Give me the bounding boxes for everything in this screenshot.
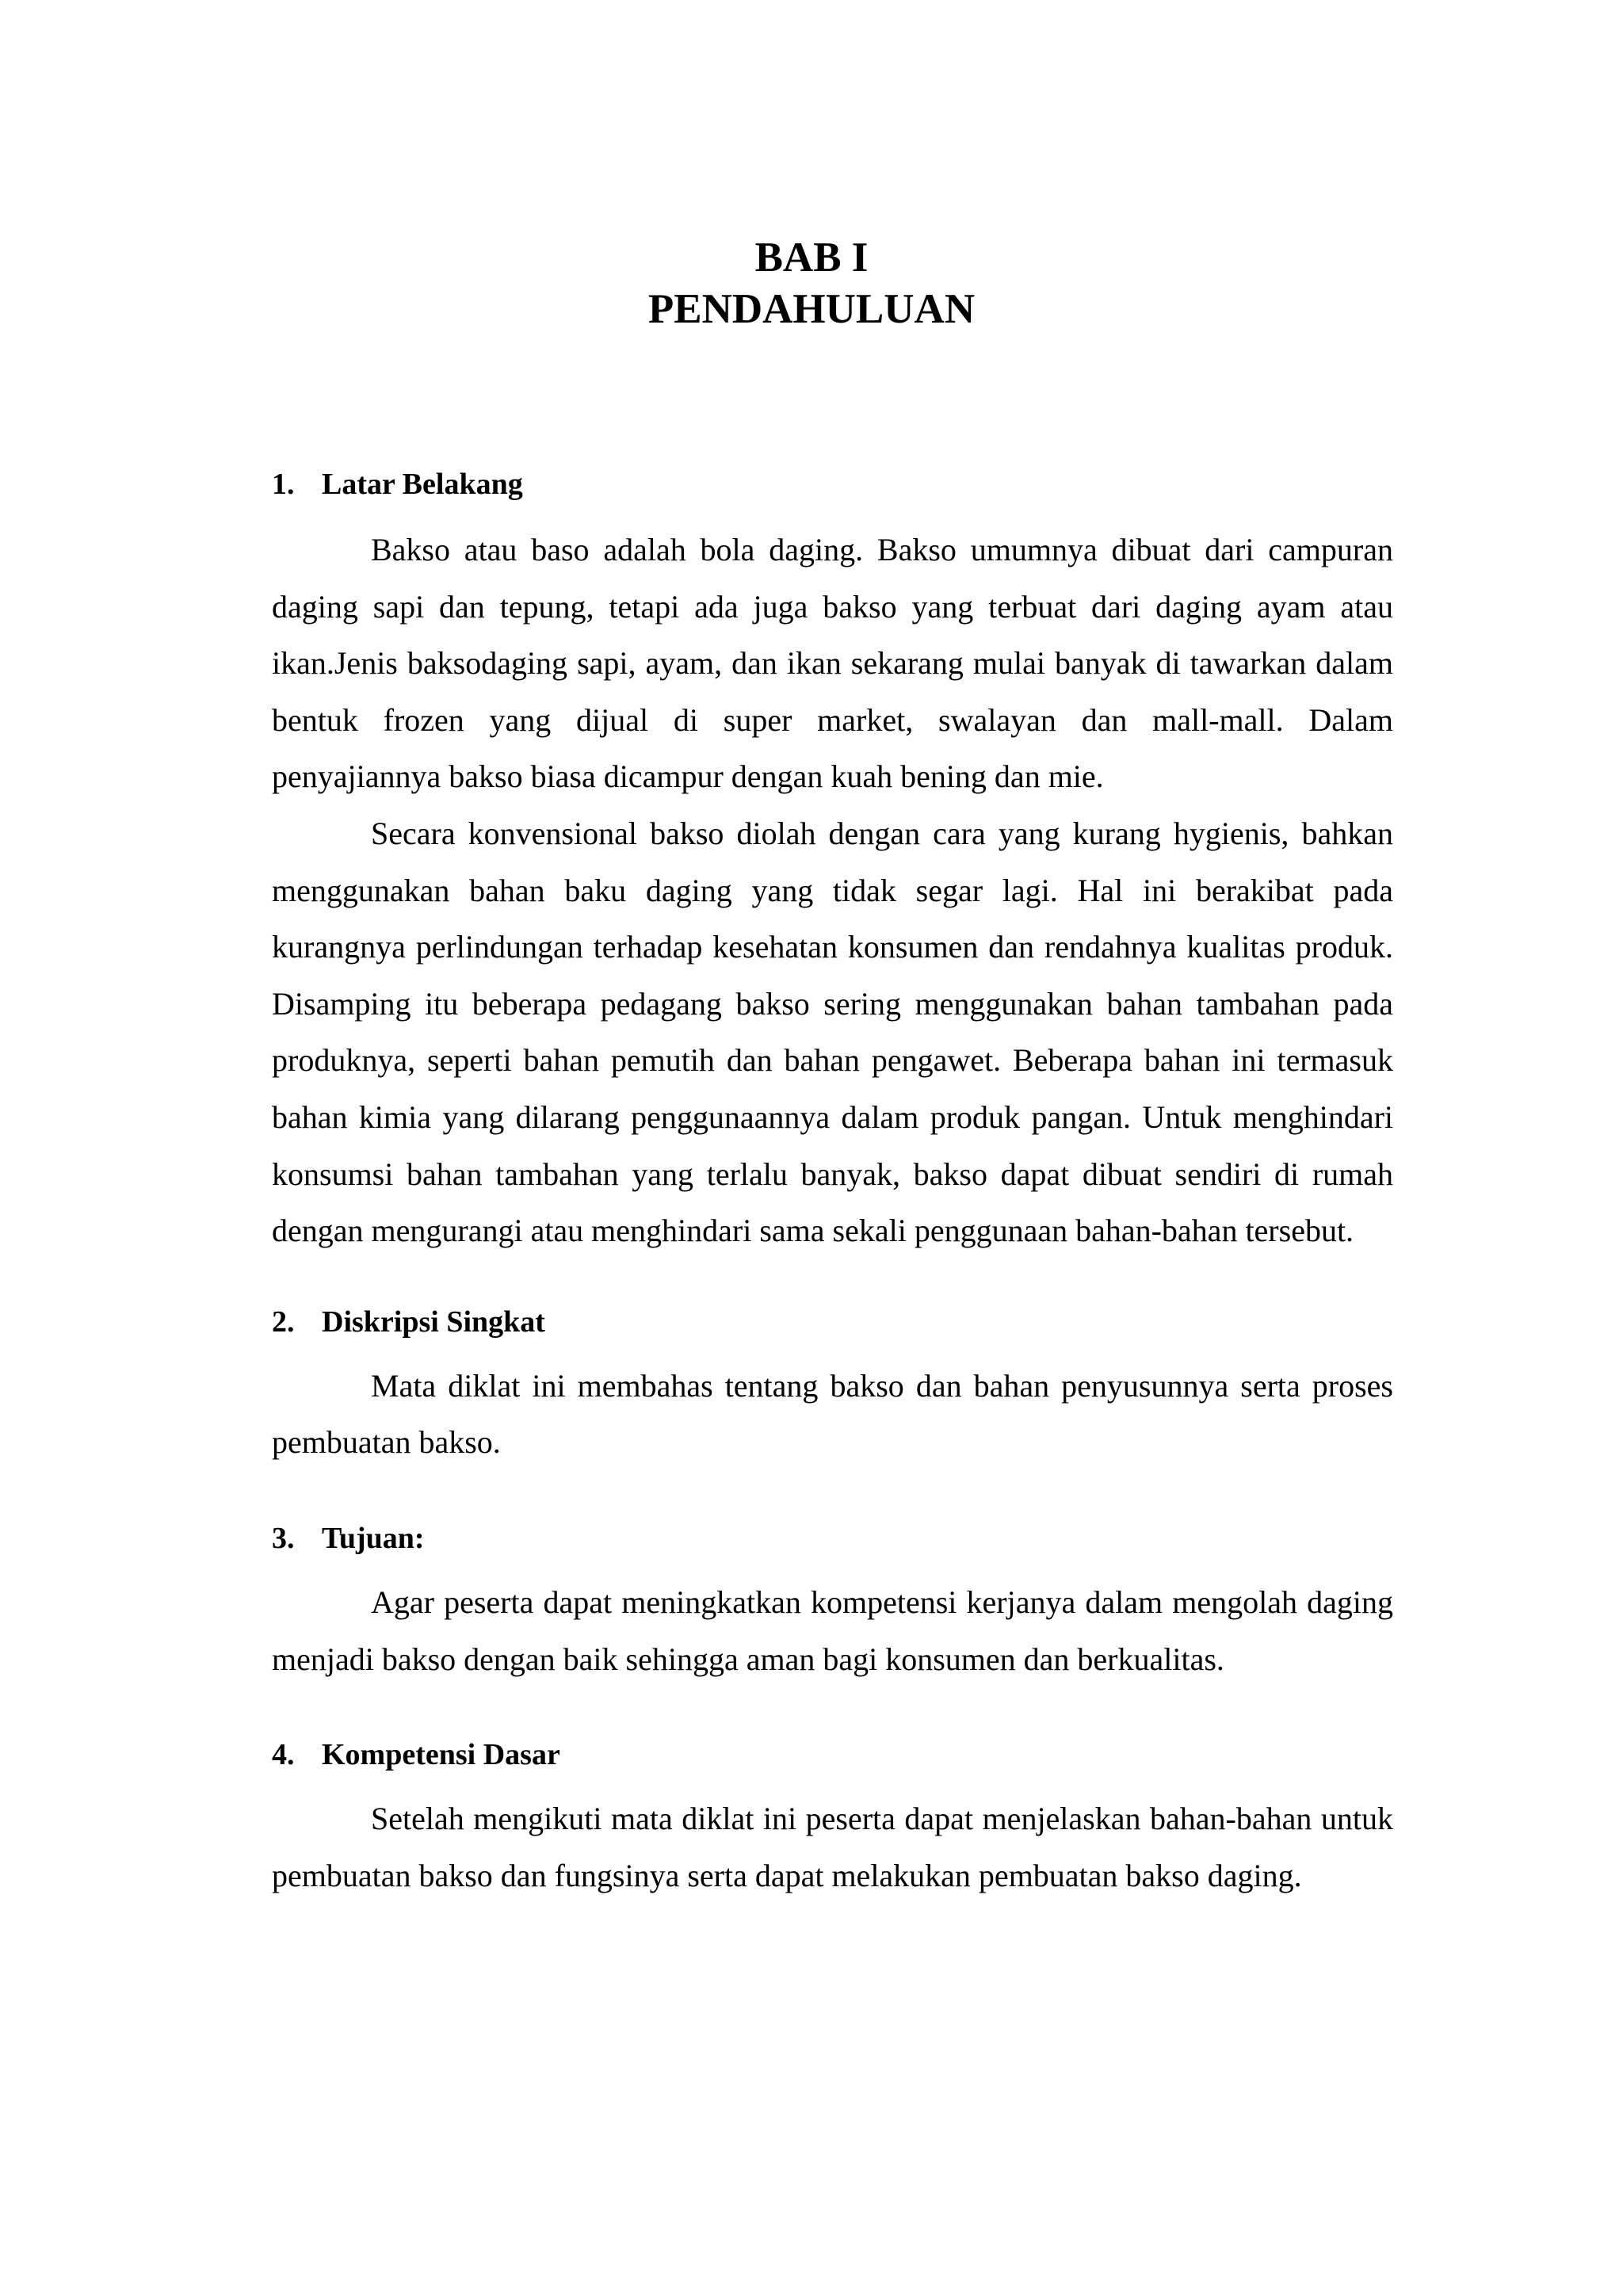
chapter-title: PENDAHULUAN [647,286,976,332]
paragraph: Setelah mengikuti mata diklat ini peserta dapat menjelaskan bahan-bahan untuk pembuatan bakso dan fungsinya serta dapat melakukan pembuatan bakso daging. [272,1801,1393,1893]
section-tujuan [272,1517,1393,1687]
section-number: 1. [272,468,295,501]
paragraph: Bakso atau baso adalah bola daging. Bakso umumnya dibuat dari campuran daging sapi dan tepung, tetapi ada juga bakso yang terbuat dari daging ayam atau ikan.Jenis baksodaging sapi, ayam, dan ikan sekarang mulai banyak di tawarkan dalam bentuk frozen yang dijual di super market, swalayan dan mall-mall. Dalam penyajiannya bakso biasa dicampur dengan kuah bening dan mie. [272,532,1393,795]
section-heading [272,1517,1393,1560]
section-heading [272,463,1393,506]
paragraph: Secara konvensional bakso diolah dengan cara yang kurang hygienis, bahkan menggunakan bahan baku daging yang tidak segar lagi. Hal ini berakibat pada kurangnya perlindungan terhadap kesehatan konsumen dan rendahnya kualitas produk. Disamping itu beberapa pedagang bakso sering menggunakan bahan tambahan pada produknya, seperti bahan pemutih dan bahan pengawet. Beberapa bahan ini termasuk bahan kimia yang dilarang penggunaannya dalam produk pangan. Untuk menghindari konsumsi bahan tambahan yang terlalu banyak, bakso dapat dibuat sendiri di rumah dengan mengurangi atau menghindari sama sekali penggunaan bahan-bahan tersebut. [272,815,1393,1249]
section-latar-belakang [272,463,1393,1259]
section-title: Diskripsi Singkat [322,1305,545,1339]
paragraph: Agar peserta dapat meningkatkan kompetensi kerjanya dalam mengolah daging menjadi bakso dengan baik sehingga aman bagi konsumen dan berkualitas. [272,1584,1393,1677]
section-heading [272,1733,1393,1776]
section-diskripsi-singkat [272,1301,1393,1471]
section-number: 3. [272,1521,295,1555]
section-title: Tujuan: [322,1521,425,1555]
section-heading [272,1301,1393,1343]
document-body [272,463,1393,1904]
chapter-number: BAB I [754,235,869,281]
section-number: 2. [272,1305,295,1339]
paragraph: Mata diklat ini membahas tentang bakso dan bahan penyusunnya serta proses pembuatan bakso. [272,1367,1393,1461]
section-kompetensi-dasar [272,1733,1393,1904]
section-number: 4. [272,1738,295,1772]
section-title: Latar Belakang [322,468,523,501]
section-title: Kompetensi Dasar [322,1738,560,1772]
